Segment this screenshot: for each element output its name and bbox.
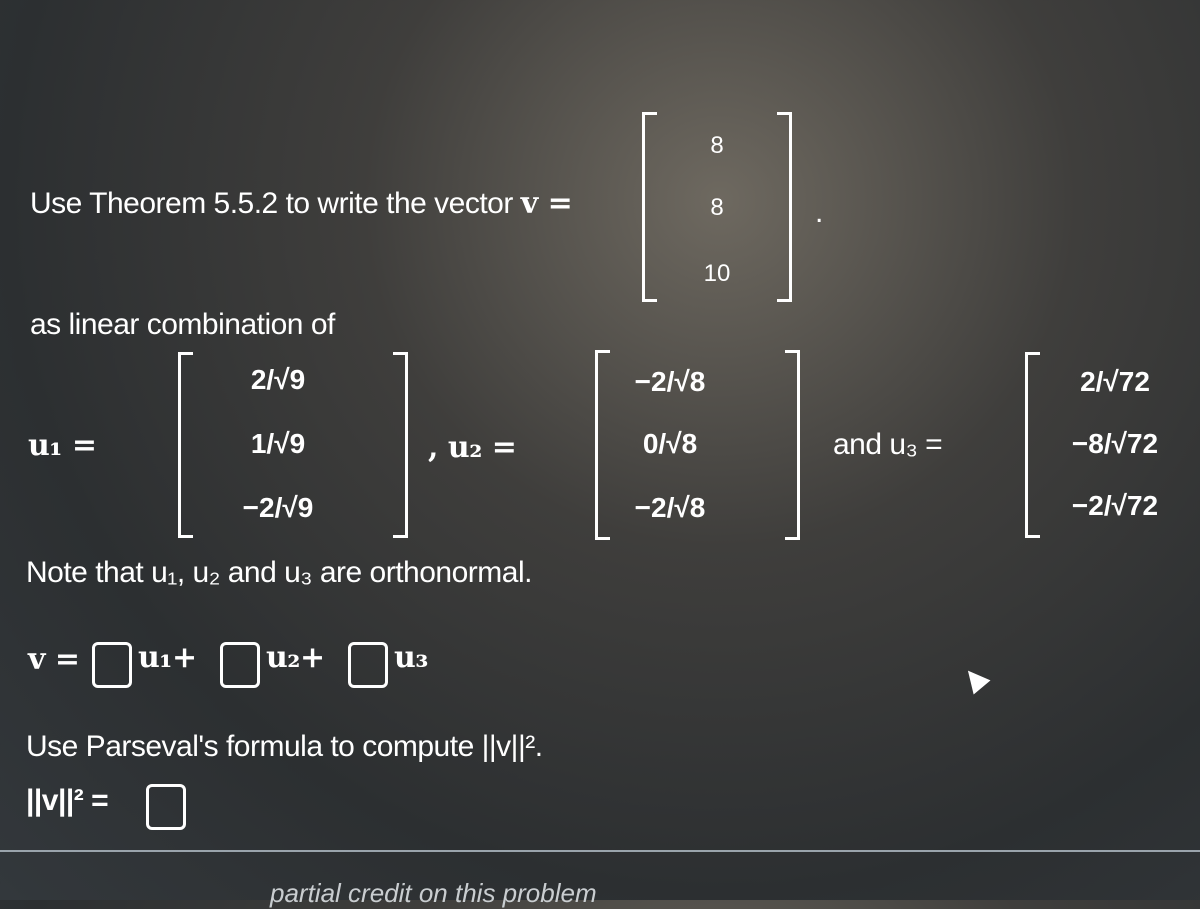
u2-entry-1: −2/√8 [634, 366, 706, 397]
orthonormal-note: Note that u₁, u₂ and u₃ are orthonormal. [26, 556, 532, 589]
vector-v-entry-1: 8 [710, 132, 724, 159]
u3-label: and u₃ = [833, 428, 943, 461]
vector-u3 [1025, 352, 1200, 538]
divider [0, 850, 1200, 852]
u1-label: u₁ = [28, 428, 97, 463]
u3-entry-1: 2/√72 [1080, 366, 1150, 397]
footer-credit-text: partial credit on this problem [270, 878, 597, 908]
coefficient-2-input[interactable] [220, 642, 260, 688]
vector-u2 [595, 350, 800, 540]
u1-entry-1: 2/√9 [250, 364, 306, 395]
u2-label: , u₂ = [428, 430, 517, 465]
vector-v [642, 112, 792, 302]
u2-entry-2: 0/√8 [642, 428, 698, 459]
question-text: Use Theorem 5.5.2 to write the vector [30, 187, 513, 220]
norm-squared-input[interactable] [146, 784, 186, 830]
u3-entry-3: −2/√72 [1071, 490, 1159, 521]
period: . [815, 196, 823, 229]
vector-v-entry-2: 8 [710, 194, 724, 221]
right-bracket [785, 350, 800, 540]
left-bracket [178, 352, 193, 538]
u3-entry-2: −8/√72 [1071, 428, 1159, 459]
u2-entry-3: −2/√8 [634, 492, 706, 523]
vector-v-entry-3: 10 [703, 260, 731, 287]
u1-entry-2: 1/√9 [250, 428, 306, 459]
norm-squared-label: ||v||² = [26, 784, 109, 817]
right-bracket [393, 352, 408, 538]
v-label: v = [520, 186, 573, 221]
coefficient-3-input[interactable] [348, 642, 388, 688]
mouse-cursor-icon [960, 664, 991, 695]
u3-term: u₃ [394, 640, 428, 675]
coefficient-1-input[interactable] [92, 642, 132, 688]
question-line-2: as linear combination of [30, 308, 335, 341]
question-line-1 [30, 186, 572, 221]
u1-entry-3: −2/√9 [242, 492, 314, 523]
u2-term: u₂+ [266, 640, 325, 675]
parseval-prompt: Use Parseval's formula to compute ||v||². [26, 730, 543, 763]
v-equals-label: v = [28, 642, 80, 677]
u1-term: u₁+ [138, 640, 197, 675]
vector-u1 [178, 352, 408, 538]
